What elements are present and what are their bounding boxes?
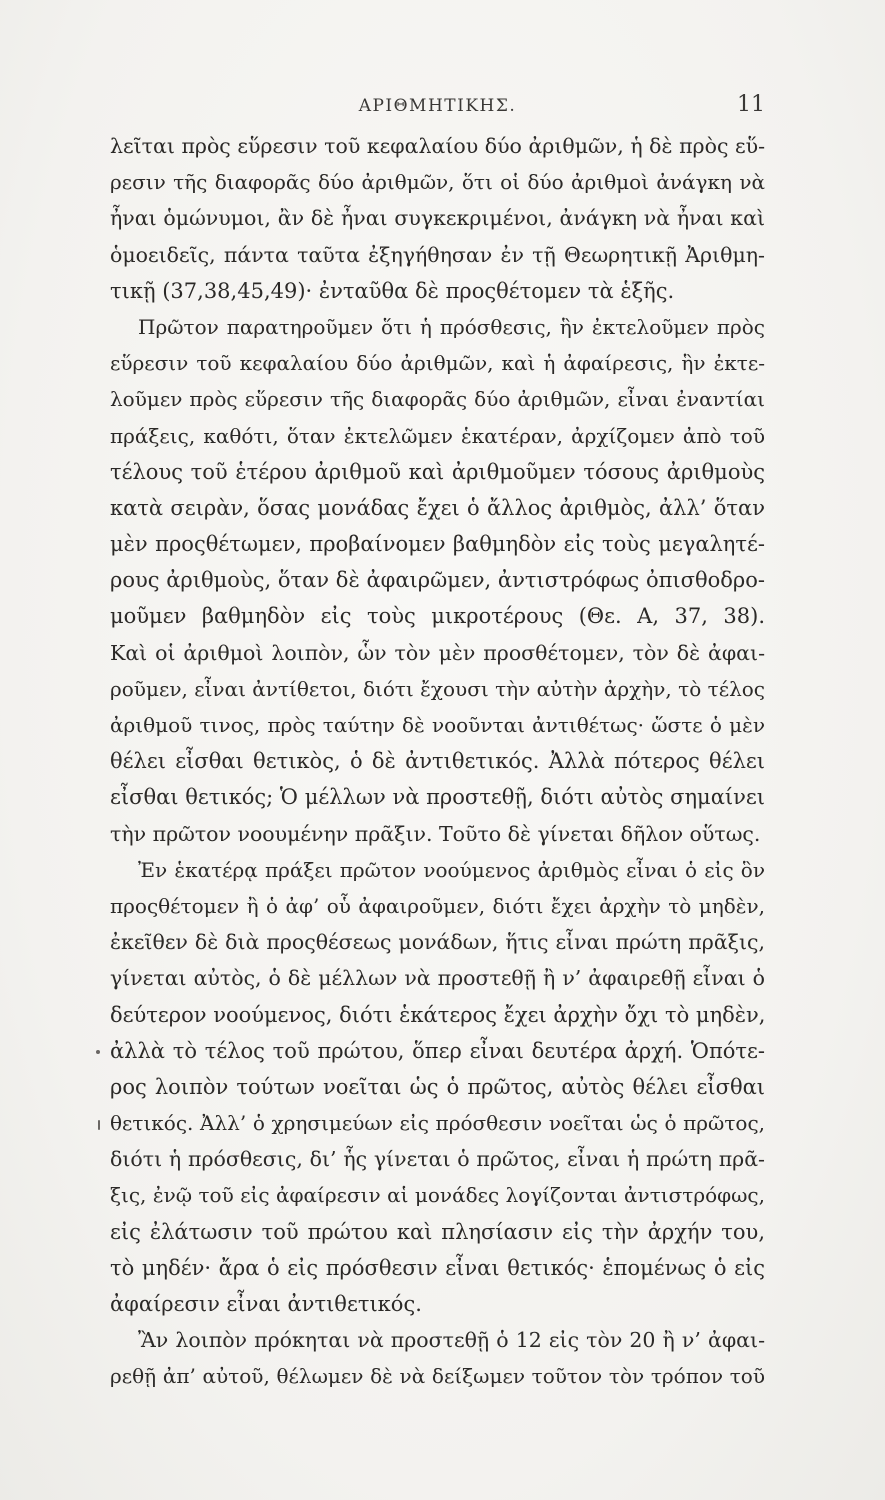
text-line: τὸ μηδέν· ἄρα ὁ εἰς πρόσθεσιν εἶναι θετικός· ἑπομένως ὁ εἰς [110,1255,765,1280]
text-line: θέλει εἶσθαι θετικὸς, ὁ δὲ ἀντιθετικός. Ἀλλὰ πότερος θέλει [110,749,765,774]
text-line: τικῇ (37,38,45,49)· ἐνταῦθα δὲ προςθέτομεν τὰ ἑξῆς. [110,278,675,303]
text-line: ροῦμεν, εἶναι ἀντίθετοι, διότι ἔχουσι τὴν αὐτὴν ἀρχὴν, τὸ τέλος [110,676,765,701]
margin-ink-speck [96,1050,100,1054]
text-line: λεῖται πρὸς εὕρεσιν τοῦ κεφαλαίου δύο ἀριθμῶν, ἡ δὲ πρὸς εὕ- [110,134,765,158]
text-line: ξις, ἐνῷ τοῦ εἰς ἀφαίρεσιν αἱ μονάδες λογίζονται ἀντιστρόφως, [110,1183,765,1208]
text-line: ὁμοειδεῖς, πάντα ταῦτα ἐξηγήθησαν ἐν τῇ Θεωρητικῇ Ἀριθμη- [110,242,765,267]
body-text [110,128,765,1395]
text-line: διότι ἡ πρόσθεσις, δι’ ἧς γίνεται ὁ πρῶτος, εἶναι ἡ πρώτη πρᾶ- [110,1147,765,1172]
text-line: κατὰ σειρὰν, ὅσας μονάδας ἔχει ὁ ἄλλος ἀριθμὸς, ἀλλ’ ὅταν [110,495,765,520]
text-line: ἀλλὰ τὸ τέλος τοῦ πρώτου, ὅπερ εἶναι δευτέρα ἀρχή. Ὁπότε- [110,1038,765,1063]
text-line: θετικός. Ἀλλ’ ὁ χρησιμεύων εἰς πρόσθεσιν νοεῖται ὡς ὁ πρῶτος, [110,1111,765,1136]
text-line: ρους ἀριθμοὺς, ὅταν δὲ ἀφαιρῶμεν, ἀντιστρόφως ὀπισθοδρο- [110,568,765,593]
text-line: ἐκεῖθεν δὲ διὰ προςθέσεως μονάδων, ἥτις εἶναι πρώτη πρᾶξις, [110,930,765,955]
text-line: εὕρεσιν τοῦ κεφαλαίου δύο ἀριθμῶν, καὶ ἡ ἀφαίρεσις, ἣν ἐκτε- [110,351,765,376]
text-line: λοῦμεν πρὸς εὕρεσιν τῆς διαφορᾶς δύο ἀριθμῶν, εἶναι ἐναντίαι [110,387,765,412]
text-line: Καὶ οἱ ἀριθμοὶ λοιπὸν, ὧν τὸν μὲν προσθέτομεν, τὸν δὲ ἀφαι- [110,640,765,665]
text-line: ρεθῇ ἀπ’ αὐτοῦ, θέλωμεν δὲ νὰ δείξωμεν τοῦτον τὸν τρόπον τοῦ [110,1364,765,1389]
text-line: ρεσιν τῆς διαφορᾶς δύο ἀριθμῶν, ὅτι οἱ δύο ἀριθμοὶ ἀνάγκη νὰ [110,170,765,195]
page-number: 11 [737,92,765,117]
text-line: μοῦμεν βαθμηδὸν εἰς τοὺς μικροτέρους (Θε. Α, 37, 38). [110,604,765,629]
page-header [110,92,765,126]
text-line: δεύτερον νοούμενος, διότι ἑκάτερος ἔχει ἀρχὴν ὄχι τὸ μηδὲν, [110,1002,766,1027]
text-line: προςθέτομεν ἢ ὁ ἀφ’ οὗ ἀφαιροῦμεν, διότι ἔχει ἀρχὴν τὸ μηδὲν, [110,893,765,918]
text-line: τὴν πρῶτον νοουμένην πρᾶξιν. Τοῦτο δὲ γίνεται δῆλον οὕτως. [110,821,761,846]
text-line: ρος λοιπὸν τούτων νοεῖται ὡς ὁ πρῶτος, αὐτὸς θέλει εἶσθαι [110,1074,765,1099]
running-title: ΑΡΙΘΜΗΤΙΚΗΣ. [358,96,517,116]
text-line: τέλους τοῦ ἑτέρου ἀριθμοῦ καὶ ἀριθμοῦμεν τόσους ἀριθμοὺς [110,459,765,484]
text-line: γίνεται αὐτὸς, ὁ δὲ μέλλων νὰ προστεθῇ ἢ ν’ ἀφαιρεθῇ εἶναι ὁ [110,966,765,991]
margin-ink-speck [98,1120,100,1130]
text-line: ἀριθμοῦ τινος, πρὸς ταύτην δὲ νοοῦνται ἀντιθέτως· ὥστε ὁ μὲν [110,713,765,737]
text-line: εἰς ἐλάτωσιν τοῦ πρώτου καὶ πλησίασιν εἰς τὴν ἀρχήν του, [110,1219,765,1244]
text-line: εἶσθαι θετικός; Ὁ μέλλων νὰ προστεθῇ, διότι αὐτὸς σημαίνει [110,785,765,810]
paragraph-start: Πρῶτον παρατηροῦμεν ὅτι ἡ πρόσθεσις, ἣν ἐκτελοῦμεν πρὸς [138,314,765,339]
paragraph-start: Ἂν λοιπὸν πρόκηται νὰ προστεθῇ ὁ 12 εἰς τὸν 20 ἢ ν’ ἀφαι- [138,1328,765,1353]
text-line: πράξεις, καθότι, ὅταν ἐκτελῶμεν ἑκατέραν, ἀρχίζομεν ἀπὸ τοῦ [110,423,765,448]
text-line: ἀφαίρεσιν εἶναι ἀντιθετικός. [110,1292,422,1316]
text-line: μὲν προςθέτωμεν, προβαίνομεν βαθμηδὸν εἰς τοὺς μεγαλητέ- [110,532,765,557]
text-line: ἦναι ὁμώνυμοι, ἂν δὲ ἦναι συγκεκριμένοι, ἀνάγκη νὰ ἦναι καὶ [110,206,765,231]
paragraph-start: Ἐν ἑκατέρᾳ πράξει πρῶτον νοούμενος ἀριθμὸς εἶναι ὁ εἰς ὃν [138,857,765,882]
